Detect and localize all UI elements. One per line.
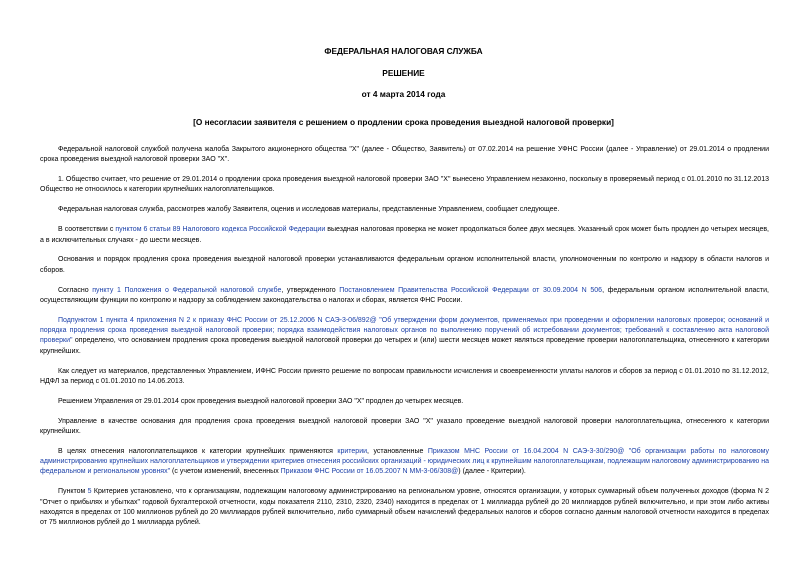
paragraph-tax-code	[40, 225, 769, 246]
link-fns-regulation[interactable]: пункту 1 Положения о Федеральной налоговой службе	[92, 286, 282, 294]
text-span: (с учетом изменений, внесенных	[170, 468, 281, 476]
paragraph-regulation	[40, 286, 769, 307]
text-span: Критериев установлено, что к организациям, подлежащим налоговому администрированию на региональном уровне, относятся организации, у которых суммарный объем полученных доходов (форма N 2 "Отчет о прибылях и убытках" годовой бухгалтерской отчетности, коды показателя 2110, 2310, 2320, 2340) находится в пределах от 1 миллиарда рублей до 20 миллиардов рублей включительно, и при этом либо активы находятся в пределах от 100 миллионов рублей до 20 миллиардов рублей включительно, либо суммарный объем начислений федеральных налогов и сборов согласно данным налоговой отчетности находится в пределах от 75 миллионов рублей до 1 миллиарда рублей.	[40, 488, 769, 527]
link-fns-order[interactable]: Подпунктом 1 пункта 4 приложения N 2 к приказу ФНС России от 25.12.2006 N САЭ-3-06/892@ "Об утверждении форм документов, применяемых при проведении и оформлении налоговых проверок; оснований и порядка продления срока проведения выездной налоговой проверки; порядка взаимодействия налоговых органов по выполнению поручений об истребовании документов; требований к составлению акта налоговой проверки"	[40, 316, 769, 345]
link-point-5[interactable]: 5	[87, 488, 92, 496]
link-criteria[interactable]: критерии	[337, 447, 368, 455]
document-body	[40, 145, 769, 538]
paragraph-basis: Управление в качестве основания для продления срока проведения выездной налоговой проверки ЗАО "Х" указало проведение выездной налоговой проверки налогоплательщика, отнесенного к категории крупнейших.	[40, 417, 769, 435]
paragraph-extension: Решением Управления от 29.01.2014 срок проведения выездной налоговой проверки ЗАО "Х" продлен до четырех месяцев.	[58, 397, 464, 405]
text-span: , федеральным органом исполнительной власти, осуществляющим функции по контролю и надзору за соблюдением законодательства о налогах и сборах, является ФНС России.	[40, 286, 769, 304]
link-government-decree[interactable]: Постановлением Правительства Российской Федерации от 30.09.2004 N 506	[339, 286, 603, 294]
document-type-heading: РЕШЕНИЕ	[382, 68, 425, 78]
text-span: В целях отнесения налогоплательщиков к категории крупнейших применяются	[58, 447, 338, 455]
document-date: от 4 марта 2014 года	[361, 89, 446, 99]
text-span: выездная налоговая проверка не может продолжаться более двух месяцев. Указанный срок может быть продлен до четырех месяцев, а в исключительных случаях - до шести месяцев.	[40, 226, 769, 244]
document-subject: [О несогласии заявителя с решением о продлении срока проведения выездной налоговой проверки]	[193, 117, 614, 127]
paragraph-procedure: Основания и порядок продления срока проведения выездной налоговой проверки устанавливаются федеральным органом исполнительной власти, уполномоченным по контролю и надзору в области налогов и сборов.	[40, 256, 769, 274]
text-span: , установленные	[367, 447, 428, 455]
agency-heading: ФЕДЕРАЛЬНАЯ НАЛОГОВАЯ СЛУЖБА	[324, 46, 483, 56]
link-tax-code-art89[interactable]: пунктом 6 статьи 89 Налогового кодекса Российской Федерации	[115, 226, 326, 234]
link-mns-order[interactable]: Приказом МНС России от 16.04.2004 N САЭ-3-30/290@ "Об организации работы по налоговому администрированию крупнейших налогоплательщиков и утверждении критериев отнесения российских организаций - юридических лиц к крупнейшим налогоплательщикам, подлежащим налоговому администрированию на федеральном и региональном уровнях"	[40, 447, 769, 476]
paragraph-materials: Как следует из материалов, представленных Управлением, ИФНС России принято решение по вопросам правильности исчисления и своевременности уплаты налогов и сборов за период с 01.01.2010 по 31.12.2012, НДФЛ за период с 01.01.2010 по 14.06.2013.	[40, 367, 769, 385]
paragraph-order	[40, 316, 769, 357]
text-span: Пунктом	[58, 488, 88, 496]
paragraph-criteria	[40, 447, 769, 478]
text-span: , утвержденного	[281, 286, 340, 294]
text-span: В соответствии с	[58, 226, 116, 234]
paragraph-point-5	[40, 487, 769, 528]
paragraph-position: 1. Общество считает, что решение от 29.01.2014 о продлении срока проведения выездной налоговой проверки ЗАО "Х" вынесено Управлением незаконно, поскольку в проверяемый период с 01.01.2010 по 31.12.2013 Общество не относилось к категории крупнейших налогоплательщиков.	[40, 176, 769, 194]
paragraph-complaint: Федеральной налоговой службой получена жалоба Закрытого акционерного общества "Х" (далее - Общество, Заявитель) от 07.02.2014 на решение УФНС России (далее - Управление) от 29.01.2014 о продлении срока проведения выездной налоговой проверки ЗАО "Х".	[40, 146, 769, 164]
paragraph-review: Федеральная налоговая служба, рассмотрев жалобу Заявителя, оценив и исследовав материалы, представленные Управлением, сообщает следующее.	[58, 206, 560, 214]
text-span: определено, что основанием продления срока проведения выездной налоговой проверки до четырех и (или) шести месяцев может являться проведение проверки налогоплательщика, отнесенного к категории крупнейших.	[40, 337, 769, 355]
link-fns-order-2007[interactable]: Приказом ФНС России от 16.05.2007 N ММ-3-06/308@	[280, 468, 459, 476]
text-span: Согласно	[58, 286, 93, 294]
text-span: ) (далее - Критерии).	[458, 468, 526, 476]
